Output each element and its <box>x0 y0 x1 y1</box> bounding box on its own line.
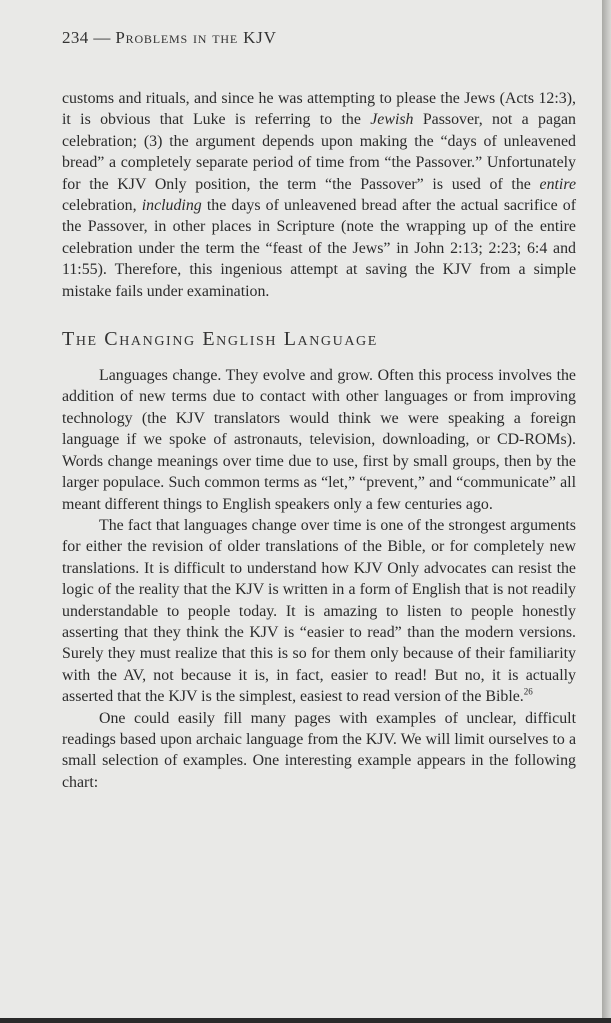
page-number: 234 <box>62 28 89 47</box>
body-text <box>62 88 576 793</box>
section-heading: The Changing English Language <box>62 328 378 351</box>
paragraph-language-argument <box>62 515 576 708</box>
running-head-separator: — <box>88 28 116 47</box>
text-run: customs and rituals, and since he was attempting to please the Jews (Acts 12:3), it is obvious that Luke is referring to the <box>62 90 576 129</box>
emphasis-jewish: Jewish <box>370 111 414 129</box>
footnote-reference[interactable]: 26 <box>523 686 533 697</box>
paragraph-continued <box>62 88 576 302</box>
running-head-title: Problems in the KJV <box>115 28 277 47</box>
text-run: Passover, not a pagan celebration; (3) the argument depends upon making the “days of unleavened bread” a completely separate period of time from “the Passover.” Unfortunately for the KJV Only position, the term “the Passover” is used of the <box>62 111 576 193</box>
paragraph-examples-intro: One could easily fill many pages with examples of unclear, difficult readings based upon archaic language from the KJV. We will limit ourselves to a small selection of examples. One interesting example appears in the following chart: <box>62 709 576 791</box>
scan-bottom-edge <box>0 1018 611 1023</box>
emphasis-entire: entire <box>539 175 576 193</box>
text-run: the days of unleavened bread after the actual sacrifice of the Passover, in other places in Scripture (note the wrapping up of the entire celebration under the term the “feast of the Jews” in John 2:13; 2:23; 6:4 and 11:55). Therefore, this ingenious attempt at saving the KJV from a simple mistake fails under examination. <box>62 197 576 300</box>
running-head <box>62 28 277 48</box>
page-edge <box>602 0 611 1023</box>
paragraph-languages-change: Languages change. They evolve and grow. Often this process involves the addition of new terms due to contact with other languages or from improving technology (the KJV translators would think we were speaking a foreign language if we spoke of astronauts, television, downloading, or CD-ROMs). Words change meanings over time due to use, first by small groups, then by the larger populace. Such common terms as “let,” “prevent,” and “communicate” all meant different things to English speakers only a few centuries ago. <box>62 367 576 513</box>
text-run: The fact that languages change over time is one of the strongest arguments for either the revision of older translations of the Bible, or for completely new translations. It is difficult to understand how KJV Only advocates can resist the logic of the reality that the KJV is written in a form of English that is not readily understandable to people today. It is amazing to listen to people honestly asserting that they think the KJV is “easier to read” than the modern versions. Surely they must realize that this is so for them only because of their familiarity with the AV, not because it is, in fact, easier to read! But no, it is actually asserted that the KJV is the simplest, easiest to read version of the Bible. <box>62 516 576 706</box>
text-run: celebration, <box>62 197 142 215</box>
emphasis-including: including <box>141 197 202 215</box>
